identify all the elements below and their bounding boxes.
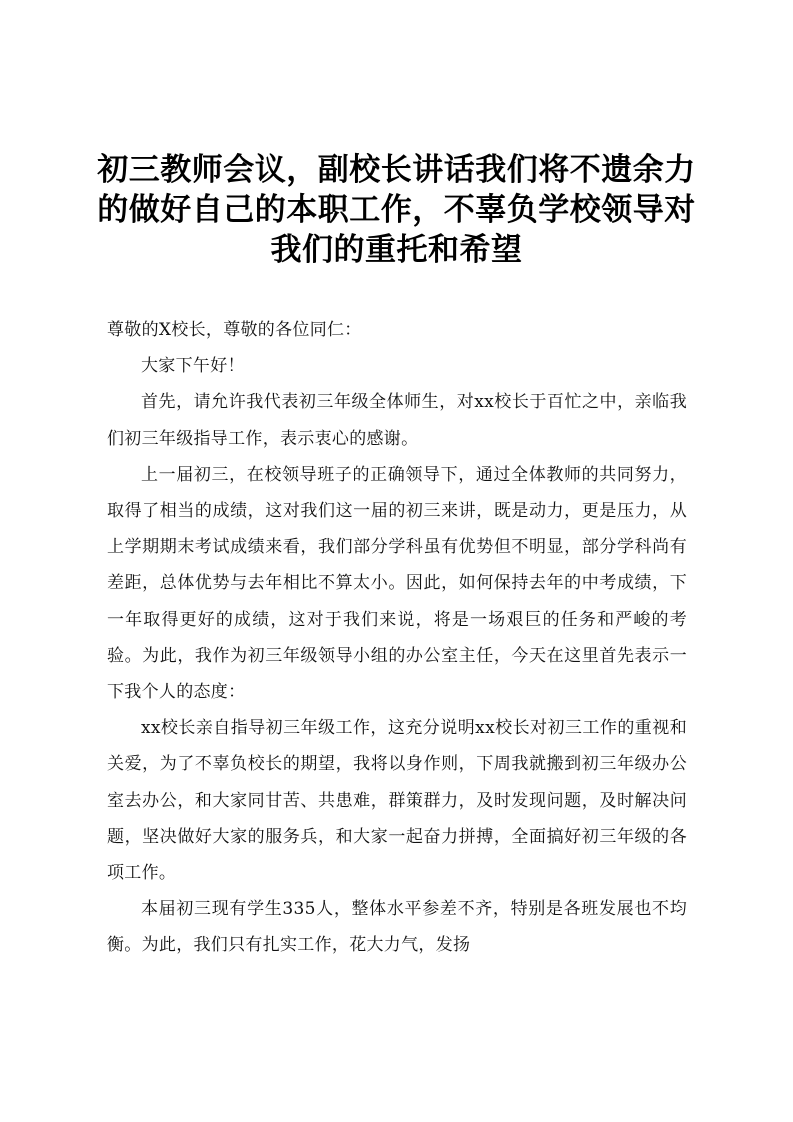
greeting: 大家下午好！ — [141, 356, 245, 377]
document-title: 初三教师会议，副校长讲话我们将不遗余力的做好自己的本职工作，不辜负学校领导对我们的重托和希望 — [97, 152, 696, 268]
body-paragraph-3: xx校长亲自指导初三年级工作，这充分说明xx校长对初三工作的重视和关爱，为了不辜负校长的期望，我将以身作则，下周我就搬到初三年级办公室去办公，和大家同甘苦、共患难，群策群力，及时发现问题，及时解决问题，坚决做好大家的服务兵，和大家一起奋力拼搏，全面搞好初三年级的各项工作。 — [107, 718, 687, 884]
body-paragraph-2: 上一届初三，在校领导班子的正确领导下，通过全体教师的共同努力，取得了相当的成绩，这对我们这一届的初三来讲，既是动力，更是压力，从上学期期末考试成绩来看，我们部分学科虽有优势但不明显，部分学科尚有差距，总体优势与去年相比不算太小。因此，如何保持去年的中考成绩，下一年取得更好的成绩，这对于我们来说，将是一场艰巨的任务和严峻的考验。为此，我作为初三年级领导小组的办公室主任，今天在这里首先表示一下我个人的态度： — [107, 464, 687, 703]
document-body — [107, 312, 687, 964]
body-paragraph-4: 本届初三现有学生335人，整体水平参差不齐，特别是各班发展也不均衡。为此，我们只有扎实工作，花大力气，发扬 — [107, 899, 687, 956]
body-paragraph-1: 首先，请允许我代表初三年级全体师生，对xx校长于百忙之中，亲临我们初三年级指导工作，表示衷心的感谢。 — [107, 392, 687, 449]
salutation: 尊敬的X校长，尊敬的各位同仁： — [107, 320, 362, 340]
